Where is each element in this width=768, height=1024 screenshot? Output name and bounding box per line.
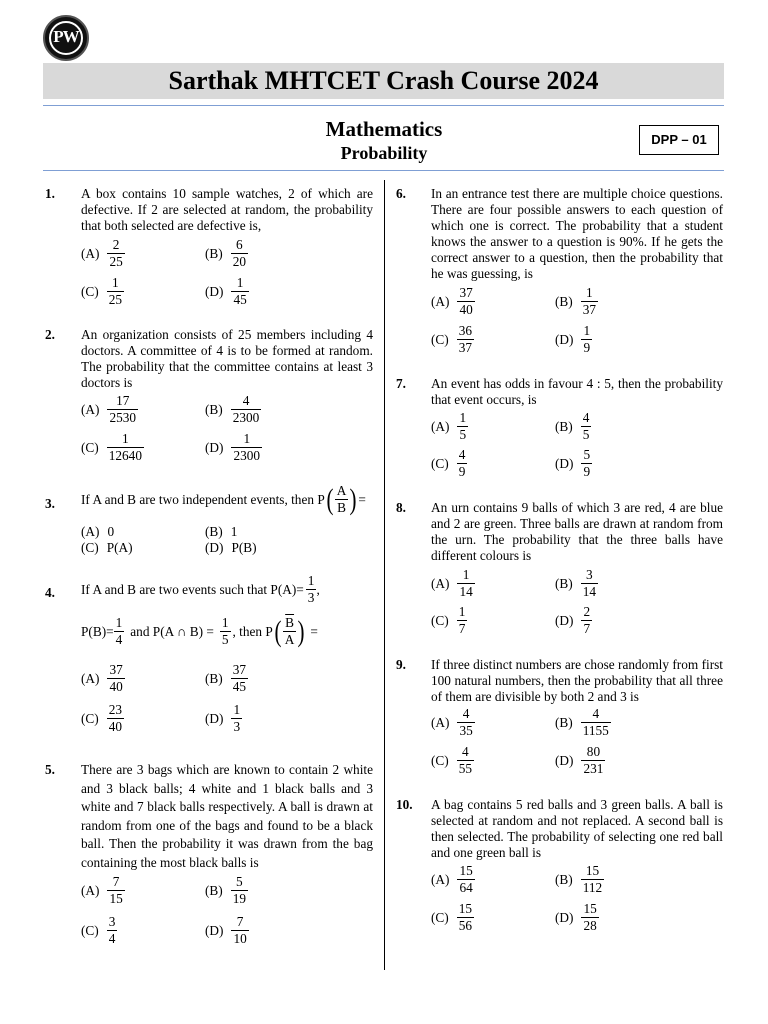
option-fraction <box>581 411 592 442</box>
then-p-label: , then P <box>232 623 273 639</box>
numerator: 36 <box>458 323 473 338</box>
option-fraction <box>457 568 474 599</box>
option-a[interactable] <box>81 394 138 425</box>
numerator: 4 <box>462 706 470 721</box>
option-d[interactable] <box>205 703 242 734</box>
option-label: (D) <box>555 909 574 925</box>
option-a[interactable] <box>431 707 475 738</box>
option-c[interactable] <box>431 902 474 933</box>
option-fraction <box>107 875 124 906</box>
pw-logo <box>43 15 89 61</box>
question-text: If three distinct numbers are chose randomly from first 100 natural numbers, then the probability that all three of them are divisible by both 2 and 3 is <box>431 657 723 704</box>
option-value: 0 <box>107 524 115 539</box>
denominator: 35 <box>459 723 473 738</box>
option-a[interactable] <box>431 286 475 317</box>
option-fraction <box>457 707 474 738</box>
option-fraction <box>457 448 468 479</box>
denominator: 28 <box>583 918 597 933</box>
numerator: 1 <box>233 702 241 717</box>
numerator: 80 <box>586 744 601 759</box>
paren-open: ( <box>326 482 334 516</box>
option-c[interactable] <box>431 605 467 636</box>
numerator: 4 <box>592 706 600 721</box>
option-fraction <box>107 663 124 694</box>
option-label: (C) <box>81 922 99 938</box>
paren-open: ( <box>274 614 282 648</box>
numerator: 37 <box>232 662 247 677</box>
denominator: 5 <box>459 427 467 442</box>
option-c[interactable] <box>81 276 124 307</box>
question-text: If A and B are two events such that P(A)= <box>81 581 304 597</box>
option-d[interactable] <box>205 915 249 946</box>
banner-title: Sarthak MHTCET Crash Course 2024 <box>43 63 724 99</box>
option-label: (A) <box>431 293 450 309</box>
option-fraction <box>457 286 474 317</box>
denominator: 9 <box>583 464 591 479</box>
pb-label: P(B)= <box>81 623 114 639</box>
option-label: (B) <box>555 293 573 309</box>
denominator: 12640 <box>108 448 142 463</box>
numerator: 5 <box>583 447 591 462</box>
question-number: 1. <box>45 186 55 201</box>
option-label: (D) <box>555 752 574 768</box>
option-label: (A) <box>431 575 450 591</box>
numerator: A <box>336 483 347 498</box>
option-label: (C) <box>81 710 99 726</box>
option-label: (C) <box>431 752 449 768</box>
numerator: 3 <box>586 567 593 582</box>
option-fraction <box>231 238 248 269</box>
option-label: (B) <box>205 245 223 261</box>
numerator: 1 <box>221 615 229 630</box>
header-divider-bottom <box>43 170 724 171</box>
question-4-line-2 <box>81 616 318 647</box>
option-c[interactable] <box>431 745 474 776</box>
numerator: 7 <box>236 914 244 929</box>
option-label: (B) <box>205 524 223 539</box>
option-d[interactable] <box>205 540 257 556</box>
numerator: 23 <box>108 702 123 717</box>
option-label: (D) <box>205 922 224 938</box>
option-label: (A) <box>431 418 450 434</box>
option-a[interactable] <box>81 663 125 694</box>
option-label: (B) <box>555 871 573 887</box>
option-label: (D) <box>205 540 224 555</box>
option-c[interactable] <box>81 432 144 463</box>
option-fraction <box>231 915 248 946</box>
option-fraction <box>581 324 592 355</box>
option-c[interactable] <box>81 915 117 946</box>
option-a[interactable] <box>431 864 475 895</box>
question-text: There are 3 bags which are known to contain 2 white and 3 black balls; 4 white and 1 black balls and 3 white and 7 black balls respectively. A ball is drawn at random from one of the bags and found to be a black ball. Then the probability it was drawn from the bag containing the most black balls is <box>81 762 373 870</box>
question-text: In an entrance test there are multiple choice questions. There are four possible answers to each question of which one is correct. The probability that a student knows the answer to a question is 90%. If he gets the correct answer to a question, then the probability that he was guessing, is <box>431 186 723 281</box>
option-fraction <box>457 605 468 636</box>
numerator: 2 <box>112 237 120 252</box>
option-d[interactable] <box>555 902 599 933</box>
column-divider <box>384 180 385 970</box>
option-d[interactable] <box>555 745 605 776</box>
denominator: 5 <box>221 632 229 647</box>
option-label: (A) <box>81 401 100 417</box>
option-label: (D) <box>205 283 224 299</box>
question-4-line-1 <box>81 574 320 605</box>
denominator: 1155 <box>582 723 609 738</box>
option-a[interactable] <box>431 568 475 599</box>
numerator: 1 <box>115 615 123 630</box>
denominator: 14 <box>459 584 473 599</box>
option-b[interactable] <box>555 864 604 895</box>
option-fraction <box>581 745 605 776</box>
option-c[interactable] <box>81 703 124 734</box>
numerator: 1 <box>307 573 315 588</box>
denominator: 40 <box>459 302 473 317</box>
option-b[interactable] <box>205 238 248 269</box>
option-b[interactable] <box>555 411 591 442</box>
question-number: 7. <box>396 376 406 391</box>
paren-close: ) <box>297 614 305 648</box>
question-3-text <box>81 484 366 515</box>
denominator: 37 <box>458 340 473 355</box>
denominator: 2300 <box>232 410 260 425</box>
denominator: 14 <box>582 584 597 599</box>
question-number: 4. <box>45 585 55 600</box>
option-label: (A) <box>81 524 100 539</box>
comma: , <box>316 581 320 597</box>
option-fraction <box>457 745 474 776</box>
option-label: (C) <box>431 331 449 347</box>
denominator: 10 <box>233 931 247 946</box>
question-number: 8. <box>396 500 406 515</box>
option-label: (B) <box>555 714 573 730</box>
option-value: P(A) <box>106 540 133 555</box>
option-label: (A) <box>431 714 450 730</box>
denominator: 2300 <box>233 448 261 463</box>
option-fraction <box>231 703 242 734</box>
denominator: 55 <box>458 761 473 776</box>
subject-title: Mathematics <box>325 117 443 141</box>
numerator: 1 <box>112 275 119 290</box>
pb-fraction <box>114 616 125 647</box>
numerator: 15 <box>458 901 473 916</box>
question-text: A bag contains 5 red balls and 3 green balls. A ball is selected at random and not replaced. A second ball is then selected. The probability of selecting one red ball and one green ball is <box>431 797 723 860</box>
denominator: 15 <box>109 891 123 906</box>
question-text: An event has odds in favour 4 : 5, then the probability that event occurs, is <box>431 376 723 407</box>
option-label: (C) <box>431 612 449 628</box>
option-label: (C) <box>81 439 99 455</box>
option-label: (D) <box>205 439 224 455</box>
topic-title: Probability <box>340 143 428 163</box>
denominator: 64 <box>459 880 473 895</box>
denominator: 4 <box>115 632 123 647</box>
option-fraction <box>581 568 598 599</box>
option-fraction <box>107 276 124 307</box>
option-label: (D) <box>555 612 574 628</box>
pa-fraction <box>306 573 320 605</box>
option-fraction <box>457 902 474 933</box>
option-b[interactable] <box>205 524 237 540</box>
option-label: (A) <box>81 670 100 686</box>
denominator: 4 <box>108 931 116 946</box>
option-label: (A) <box>431 871 450 887</box>
denominator: 20 <box>232 254 247 269</box>
dpp-badge: DPP – 01 <box>639 125 719 155</box>
option-value: 1 <box>230 524 238 539</box>
denominator: 9 <box>458 464 466 479</box>
option-label: (B) <box>205 882 223 898</box>
numerator: 1 <box>583 323 591 338</box>
option-a[interactable] <box>81 875 125 906</box>
numerator: 5 <box>236 874 243 889</box>
numerator: 1 <box>586 285 593 300</box>
option-label: (D) <box>555 331 574 347</box>
option-fraction <box>107 238 124 269</box>
option-c[interactable] <box>81 540 133 556</box>
denominator: 45 <box>233 292 247 307</box>
question-text: If A and B are two independent events, then P <box>81 491 325 507</box>
option-label: (A) <box>81 245 100 261</box>
option-label: (D) <box>205 710 224 726</box>
denominator: 40 <box>109 679 123 694</box>
denominator: 9 <box>583 340 591 355</box>
numerator: 1 <box>243 431 251 446</box>
denominator: 45 <box>232 679 247 694</box>
question-text: An organization consists of 25 members including 4 doctors. A committee of 4 is to be formed at random. The probability that the committee contains at least 3 doctors is <box>81 327 373 390</box>
numerator: 15 <box>585 863 600 878</box>
question-number: 6. <box>396 186 406 201</box>
option-fraction <box>231 276 248 307</box>
option-fraction <box>107 394 138 425</box>
option-label: (B) <box>205 670 223 686</box>
conditional-fraction <box>335 484 349 515</box>
option-a[interactable] <box>81 524 114 540</box>
numerator: 3 <box>108 914 116 929</box>
option-b[interactable] <box>205 875 248 906</box>
denominator: B <box>337 500 346 515</box>
numerator: 1 <box>462 567 470 582</box>
denominator: 25 <box>109 254 123 269</box>
numerator: 15 <box>459 863 473 878</box>
denominator: 3 <box>307 590 315 605</box>
option-fraction <box>457 411 468 442</box>
option-d[interactable] <box>555 605 592 636</box>
option-c[interactable] <box>431 448 467 479</box>
question-number: 9. <box>396 657 406 672</box>
denominator: 40 <box>108 719 123 734</box>
denominator: 5 <box>582 427 590 442</box>
denominator: 7 <box>458 621 466 636</box>
numerator: 6 <box>236 237 243 252</box>
header-divider-top <box>43 105 724 106</box>
option-fraction <box>231 663 248 694</box>
option-fraction <box>581 864 604 895</box>
numerator: $\overline{B}$ <box>285 615 295 630</box>
question-number: 5. <box>45 762 55 777</box>
option-fraction <box>457 864 474 895</box>
option-label: (C) <box>431 455 449 471</box>
option-label: (B) <box>555 575 573 591</box>
paren-close: ) <box>349 482 357 516</box>
option-label: (C) <box>81 283 99 299</box>
option-b[interactable] <box>555 568 598 599</box>
denominator: 231 <box>583 761 604 776</box>
pab-label: and P(A ∩ B) = <box>130 623 214 639</box>
option-fraction <box>581 707 611 738</box>
option-b[interactable] <box>555 286 598 317</box>
option-label: (C) <box>431 909 449 925</box>
numerator: 1 <box>122 431 129 446</box>
denominator: 112 <box>582 880 603 895</box>
option-label: (A) <box>81 882 100 898</box>
denominator: 2530 <box>109 410 137 425</box>
option-fraction <box>231 432 262 463</box>
numerator: 4 <box>242 393 250 408</box>
option-b[interactable] <box>205 663 248 694</box>
denominator: 37 <box>582 302 597 317</box>
option-c[interactable] <box>431 324 474 355</box>
logo-text: PW <box>53 27 79 46</box>
numerator: 37 <box>109 662 123 677</box>
option-fraction <box>457 324 474 355</box>
option-d[interactable] <box>205 276 249 307</box>
question-text: An urn contains 9 balls of which 3 are red, 4 are blue and 2 are green. Three balls are drawn at random from the urn. The probability that the three balls have different colours is <box>431 500 723 563</box>
equals-sign: = <box>310 623 318 639</box>
option-fraction <box>581 286 598 317</box>
pab-fraction <box>220 616 231 647</box>
denominator: 19 <box>232 891 247 906</box>
question-text: A box contains 10 sample watches, 2 of which are defective. If 2 are selected at random, the probability that both selected are defective is, <box>81 186 373 233</box>
option-label: (B) <box>555 418 573 434</box>
option-d[interactable] <box>205 432 262 463</box>
option-a[interactable] <box>81 238 125 269</box>
numerator: 1 <box>458 604 466 619</box>
numerator: 1 <box>459 410 467 425</box>
option-b[interactable] <box>555 707 611 738</box>
option-b[interactable] <box>205 394 261 425</box>
question-number: 2. <box>45 327 55 342</box>
conditional-fraction <box>283 616 297 647</box>
numerator: 15 <box>583 901 597 916</box>
numerator: 37 <box>459 285 473 300</box>
numerator: 1 <box>236 275 244 290</box>
option-a[interactable] <box>431 411 468 442</box>
option-label: (C) <box>81 540 99 555</box>
denominator: 56 <box>458 918 473 933</box>
option-fraction <box>107 915 118 946</box>
denominator: 25 <box>108 292 123 307</box>
numerator: 7 <box>112 874 120 889</box>
denominator: A <box>284 632 295 647</box>
equals-sign: = <box>358 491 366 507</box>
numerator: 2 <box>583 604 591 619</box>
option-label: (D) <box>555 455 574 471</box>
option-fraction <box>107 432 144 463</box>
option-fraction <box>231 394 262 425</box>
numerator: 4 <box>582 410 590 425</box>
option-d[interactable] <box>555 324 592 355</box>
option-fraction <box>581 902 598 933</box>
option-fraction <box>581 448 592 479</box>
numerator: 4 <box>458 447 466 462</box>
option-label: (B) <box>205 401 223 417</box>
option-fraction <box>581 605 592 636</box>
denominator: 7 <box>583 621 591 636</box>
option-fraction <box>107 703 124 734</box>
question-number: 3. <box>45 496 55 511</box>
option-fraction <box>231 875 248 906</box>
denominator: 3 <box>233 719 241 734</box>
option-d[interactable] <box>555 448 592 479</box>
numerator: 4 <box>462 744 469 759</box>
option-value: P(B) <box>231 540 257 555</box>
numerator: 17 <box>116 393 130 408</box>
question-number: 10. <box>396 797 413 812</box>
